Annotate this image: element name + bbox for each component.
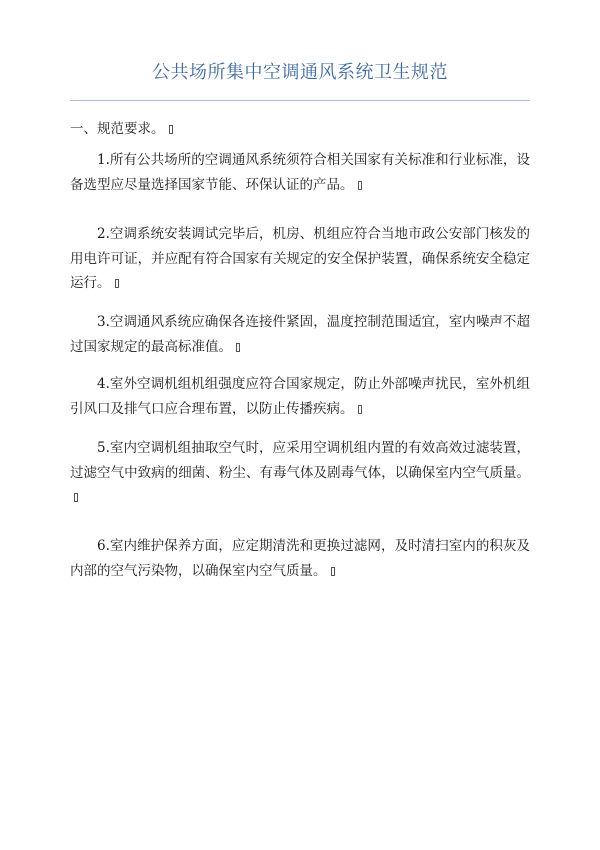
paragraph-text: 2.空调系统安装调试完毕后，机房、机组应符合当地市政公安部门核发的用电许可证，并应配有符合国家有关规定的安全保护装置，确保系统安全稳定运行。: [70, 226, 530, 291]
paragraph-1: [70, 148, 530, 197]
paragraph-text: 3.空调通风系统应确保各连接件紧固，温度控制范围适宜，室内噪声不超过国家规定的最高标准值。: [70, 314, 530, 355]
paragraph-6: [70, 534, 530, 583]
paragraph-mark-icon: [331, 567, 335, 576]
paragraph-mark-icon: [358, 181, 362, 190]
paragraph-mark-icon: [236, 343, 240, 352]
paragraph-text: 1.所有公共场所的空调通风系统须符合相关国家有关标准和行业标准，设备选型应尽量选择国家节能、环保认证的产品。: [70, 152, 530, 193]
section-heading-text: 一、规范要求。: [70, 121, 165, 137]
paragraph-5: [70, 436, 530, 510]
document-title: 公共场所集中空调通风系统卫生规范: [152, 62, 448, 83]
paragraph-text: 5.室内空调机组抽取空气时，应采用空调机组内置的有效高效过滤装置，过滤空气中致病的细菌、粉尘、有毒气体及剧毒气体，以确保室内空气质量。: [70, 440, 530, 481]
paragraph-mark-icon: [115, 279, 119, 288]
paragraph-text: 4.室外空调机组机组强度应符合国家规定，防止外部噪声扰民，室外机组引风口及排气口应合理布置，以防止传播疾病。: [70, 376, 530, 417]
paragraph-mark-icon: [358, 405, 362, 414]
section-heading: [70, 116, 530, 142]
title-divider: [70, 100, 530, 101]
paragraph-2: [70, 222, 530, 296]
paragraph-text: 6.室内维护保养方面，应定期清洗和更换过滤网，及时清扫室内的积灰及内部的空气污染物，以确保室内空气质量。: [70, 538, 530, 579]
paragraph-mark-icon: [74, 493, 78, 502]
paragraph-3: [70, 310, 530, 359]
paragraph-mark-icon: [169, 125, 173, 134]
paragraph-4: [70, 372, 530, 421]
